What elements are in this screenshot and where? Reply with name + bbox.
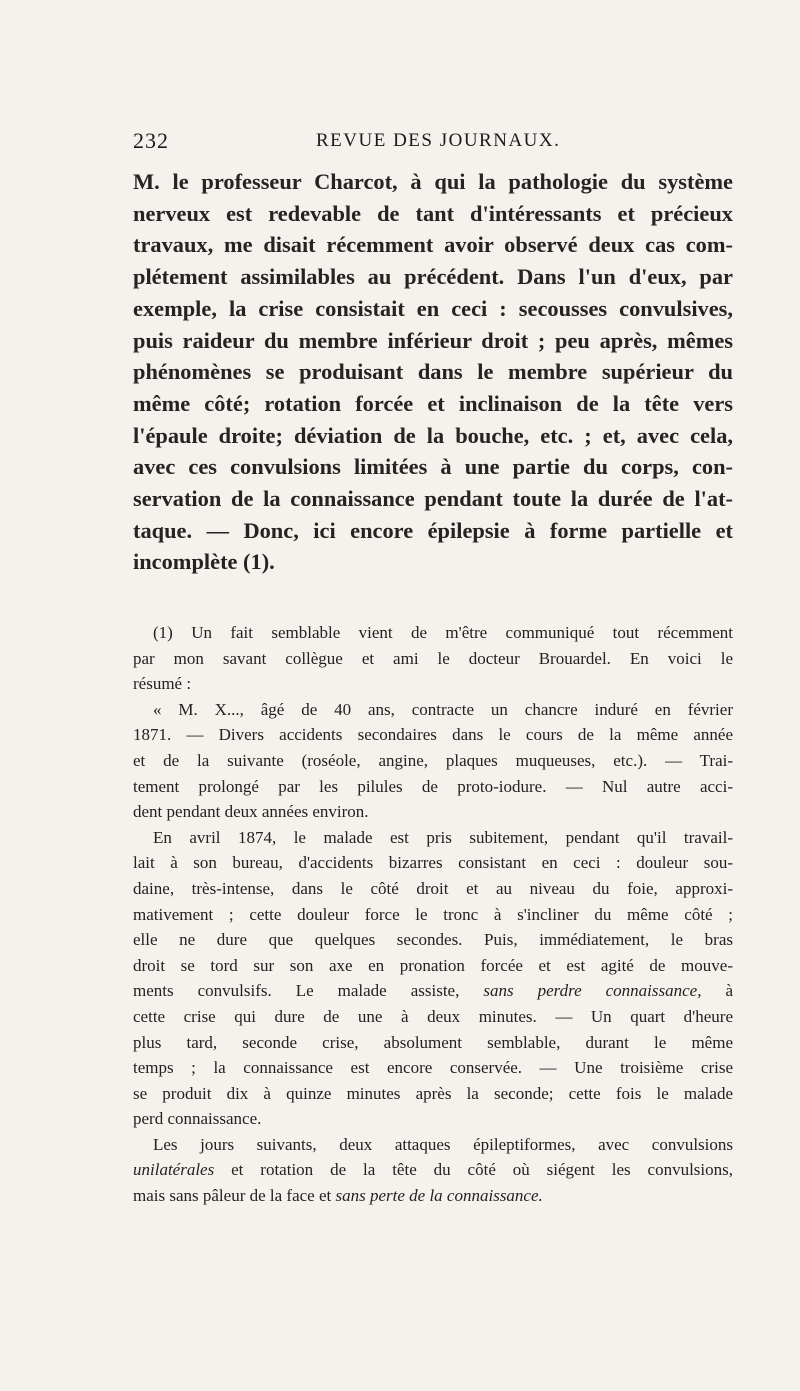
footnote-line: lait à son bureau, d'accidents bizarres consistant en ceci : douleur sou- (133, 853, 733, 873)
main-paragraph (133, 166, 733, 578)
footnote-text: mais sans pâleur de la face et (133, 1186, 336, 1206)
text-line: plétement assimilables au précédent. Dans l'un d'eux, par (133, 264, 733, 290)
text-line: M. le professeur Charcot, à qui la pathologie du système (133, 169, 733, 194)
text-line: même côté; rotation forcée et inclinaison de la tête vers (133, 390, 733, 416)
text-line: taque. — Donc, ici encore épilepsie à forme partielle et (133, 517, 733, 543)
footnote-line: perd connaissance. (133, 1109, 262, 1129)
footnote-line (133, 1183, 733, 1209)
footnote-emphasis: sans perte de la connaissance. (335, 1186, 543, 1206)
footnote-line: 1871. — Divers accidents secondaires dans le cours de la même année (133, 725, 733, 745)
footnote-line: (1) Un fait semblable vient de m'être communiqué tout récemment (153, 623, 733, 642)
text-line: l'épaule droite; déviation de la bouche, etc. ; et, avec cela, (133, 422, 733, 448)
footnote-line: résumé : (133, 674, 192, 694)
footnote-line: cette crise qui dure de une à deux minutes. — Un quart d'heure (133, 1006, 733, 1026)
footnote (133, 620, 733, 1209)
text-line: exemple, la crise consistait en ceci : secousses convulsives, (133, 295, 733, 321)
footnote-attack-description (133, 825, 733, 1132)
footnote-emphasis: unilatérales (133, 1160, 215, 1180)
footnote-line: daine, très-intense, dans le côté droit et au niveau du foie, approxi- (133, 878, 733, 898)
footnote-line: tement prolongé par les pilules de proto-iodure. — Nul autre acci- (133, 776, 733, 796)
text-line: puis raideur du membre inférieur droit ; peu après, mêmes (133, 327, 733, 353)
footnote-line: droit se tord sur son axe en pronation forcée et est agité de mouve- (133, 955, 733, 975)
footnote-line: par mon savant collègue et ami le docteur Brouardel. En voici le (133, 648, 733, 668)
footnote-line: dent pendant deux années environ. (133, 802, 369, 822)
footnote-following-days (133, 1132, 733, 1209)
footnote-line: et de la suivante (roséole, angine, plaques muqueuses, etc.). — Trai- (133, 750, 733, 770)
text-line: avec ces convulsions limitées à une partie du corps, con- (133, 454, 733, 480)
text-line: servation de la connaissance pendant toute la durée de l'at- (133, 486, 733, 512)
footnote-text: à (701, 981, 734, 1001)
text-line: incomplète (1). (133, 549, 275, 575)
footnote-line (133, 978, 733, 1004)
footnote-line: En avril 1874, le malade est pris subitement, pendant qu'il travail- (153, 827, 733, 847)
footnote-line: elle ne dure que quelques secondes. Puis, immédiatement, le bras (133, 930, 733, 950)
footnote-text: ments convulsifs. Le malade assiste, (133, 981, 484, 1001)
footnote-line: Les jours suivants, deux attaques épileptiformes, avec convulsions (153, 1134, 733, 1154)
footnote-line (133, 1157, 733, 1183)
text-line: nerveux est redevable de tant d'intéressants et précieux (133, 200, 733, 226)
footnote-case-history (133, 697, 733, 825)
footnote-line: temps ; la connaissance est encore conservée. — Une troisième crise (133, 1058, 733, 1078)
footnote-line: plus tard, seconde crise, absolument semblable, durant le même (133, 1032, 733, 1052)
text-line: travaux, me disait récemment avoir observé deux cas com- (133, 232, 733, 258)
footnote-intro (133, 620, 733, 697)
page-header (133, 128, 733, 158)
footnote-line: mativement ; cette douleur force le tronc à s'incliner du même côté ; (133, 904, 733, 924)
footnote-line: « M. X..., âgé de 40 ans, contracte un chancre induré en février (153, 699, 733, 719)
text-line: phénomènes se produisant dans le membre supérieur du (133, 359, 733, 385)
footnote-line: se produit dix à quinze minutes après la seconde; cette fois le malade (133, 1083, 733, 1103)
running-title: REVUE DES JOURNAUX. (316, 130, 561, 151)
footnote-emphasis: sans perdre connaissance, (483, 981, 702, 1001)
footnote-text: et rotation de la tête du côté où siégent les convulsions, (214, 1160, 733, 1180)
page-number: 232 (133, 128, 169, 153)
